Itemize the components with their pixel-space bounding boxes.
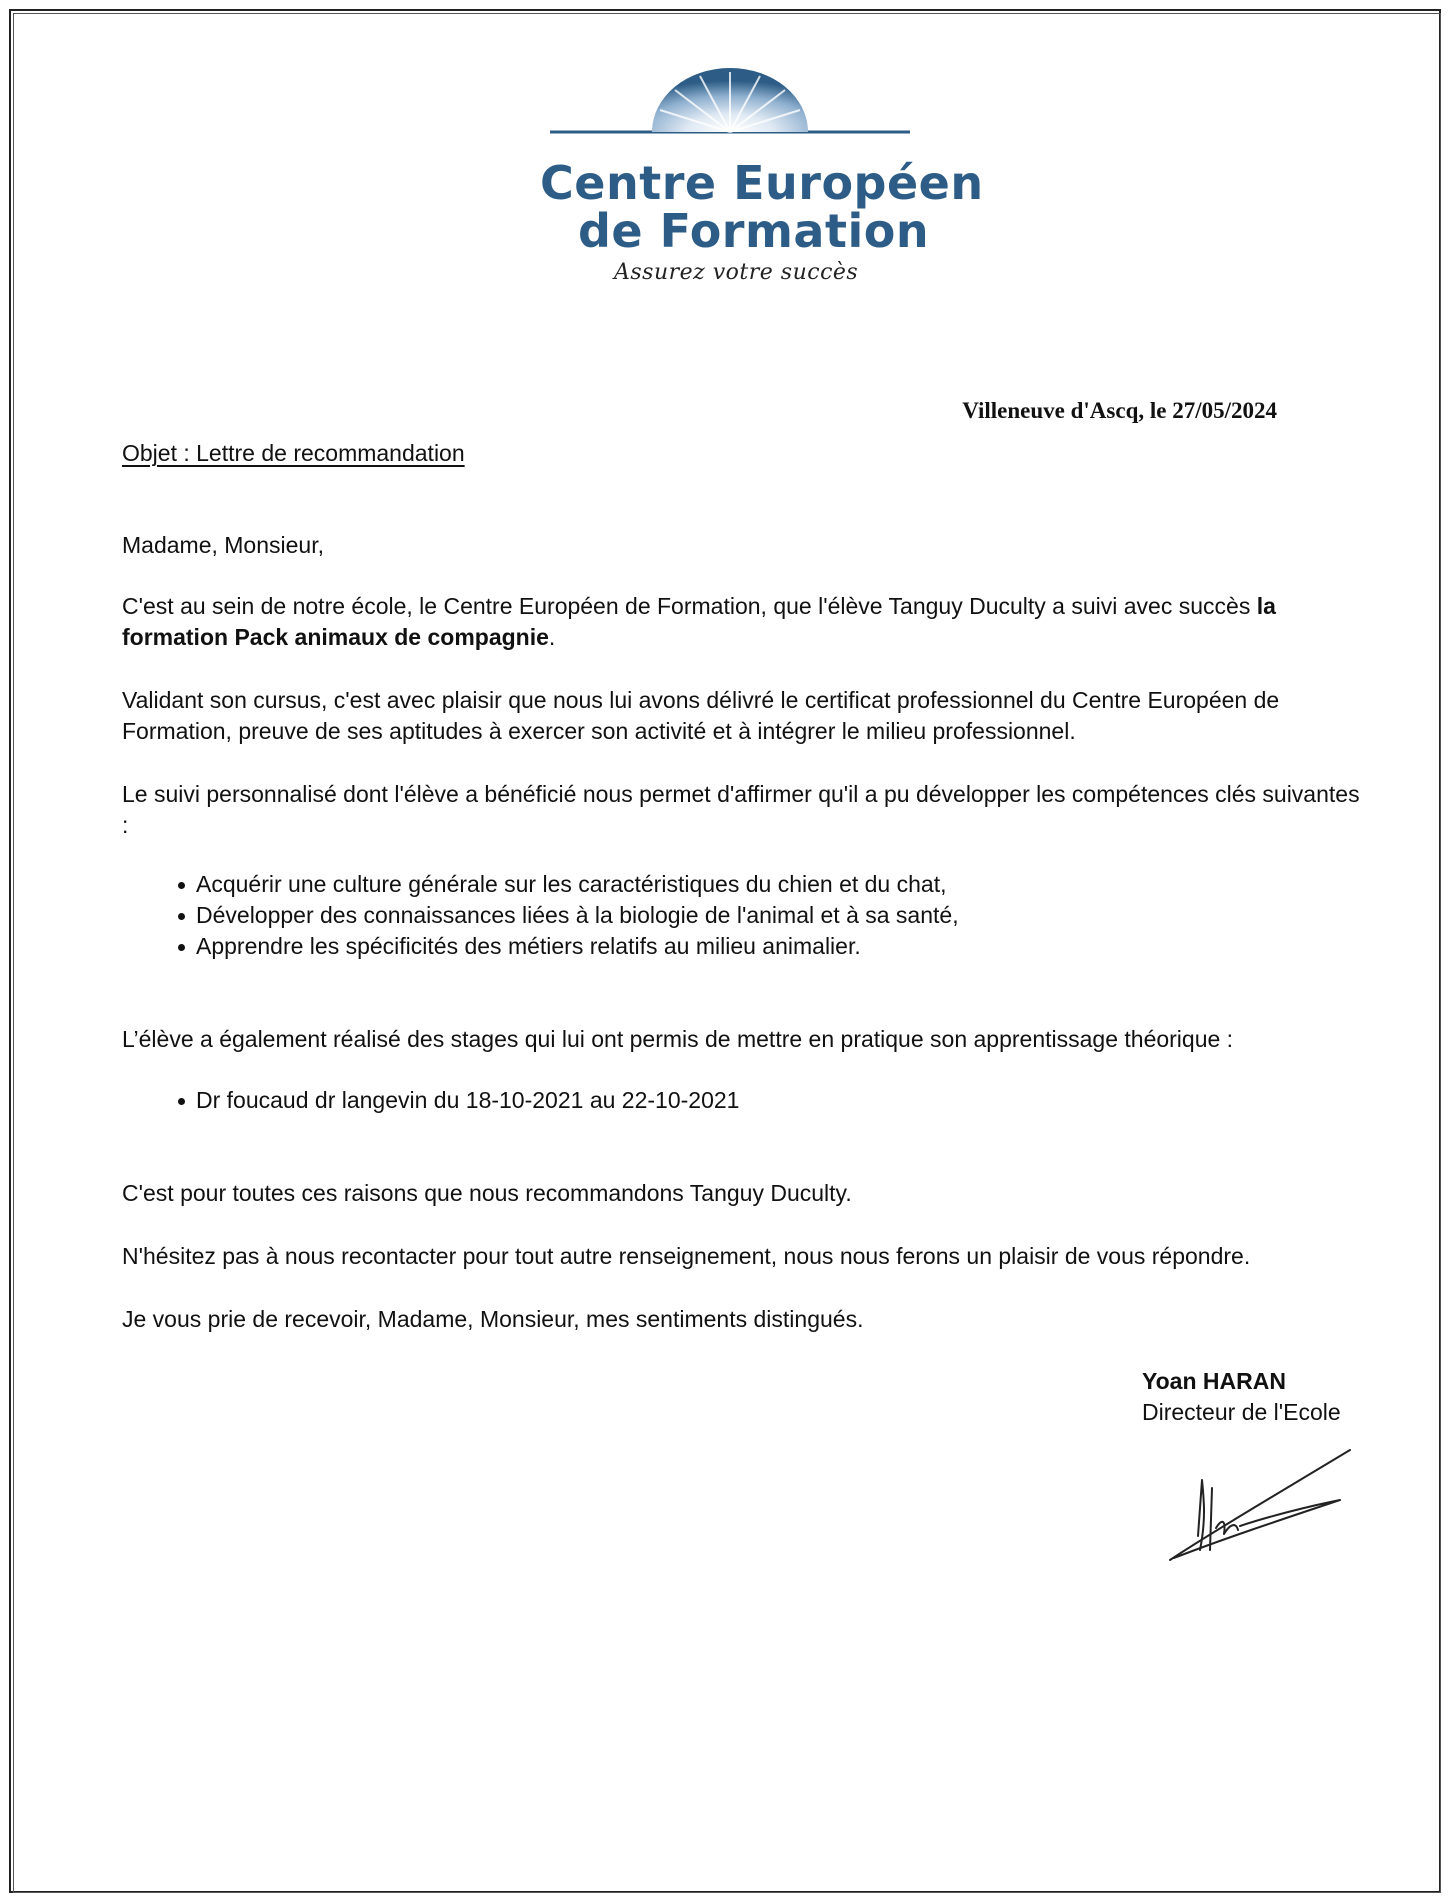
paragraph-training-text: C'est au sein de notre école, le Centre Européen de Formation, que l'élève Tanguy Duculty a suivi avec succès — [122, 593, 1257, 619]
internships-list — [122, 1085, 1372, 1116]
list-item: Développer des connaissances liées à la biologie de l'animal et à sa santé, — [196, 900, 1372, 931]
paragraph-contact: N'hésitez pas à nous recontacter pour tout autre renseignement, nous nous ferons un plaisir de vous répondre. — [122, 1243, 1251, 1269]
signature-block — [1142, 1366, 1341, 1428]
organization-logo — [530, 68, 984, 288]
list-item: Dr foucaud dr langevin du 18-10-2021 au 22-10-2021 — [196, 1085, 1372, 1116]
paragraph-training — [122, 591, 1372, 653]
logo-org-name-line1: Centre Européen — [540, 156, 984, 210]
signer-name: Yoan HARAN — [1142, 1368, 1286, 1394]
logo-org-name-line2: de Formation — [578, 204, 930, 258]
paragraph-internships-intro: L’élève a également réalisé des stages qui lui ont permis de mettre en pratique son apprentissage théorique : — [122, 1026, 1234, 1052]
paragraph-certificate: Validant son cursus, c'est avec plaisir que nous lui avons délivré le certificat professionnel du Centre Européen de Formation, preuve de ses aptitudes à exercer son activité et à intégrer le milieu professionnel. — [122, 687, 1280, 744]
skills-list — [122, 869, 1372, 962]
letter-body — [122, 530, 1372, 1367]
salutation: Madame, Monsieur, — [122, 532, 324, 558]
paragraph-skills-intro: Le suivi personnalisé dont l'élève a bénéficié nous permet d'affirmer qu'il a pu développer les compétences clés suivantes : — [122, 781, 1360, 838]
list-item: Apprendre les spécificités des métiers relatifs au milieu animalier. — [196, 931, 1372, 962]
closing-formula: Je vous prie de recevoir, Madame, Monsieur, mes sentiments distingués. — [122, 1306, 864, 1332]
handwritten-signature-icon — [1160, 1440, 1360, 1570]
letter-subject: Objet : Lettre de recommandation — [122, 440, 465, 466]
place-and-date: Villeneuve d'Ascq, le 27/05/2024 — [962, 398, 1277, 423]
paragraph-training-end: . — [548, 624, 556, 650]
training-name: la formation Pack animaux de compagnie — [122, 593, 1276, 650]
sunrise-logo-icon — [530, 68, 930, 168]
signer-title: Directeur de l'Ecole — [1142, 1399, 1341, 1425]
paragraph-recommendation: C'est pour toutes ces raisons que nous recommandons Tanguy Duculty. — [122, 1180, 852, 1206]
list-item: Acquérir une culture générale sur les caractéristiques du chien et du chat, — [196, 869, 1372, 900]
logo-tagline: Assurez votre succès — [614, 260, 859, 285]
